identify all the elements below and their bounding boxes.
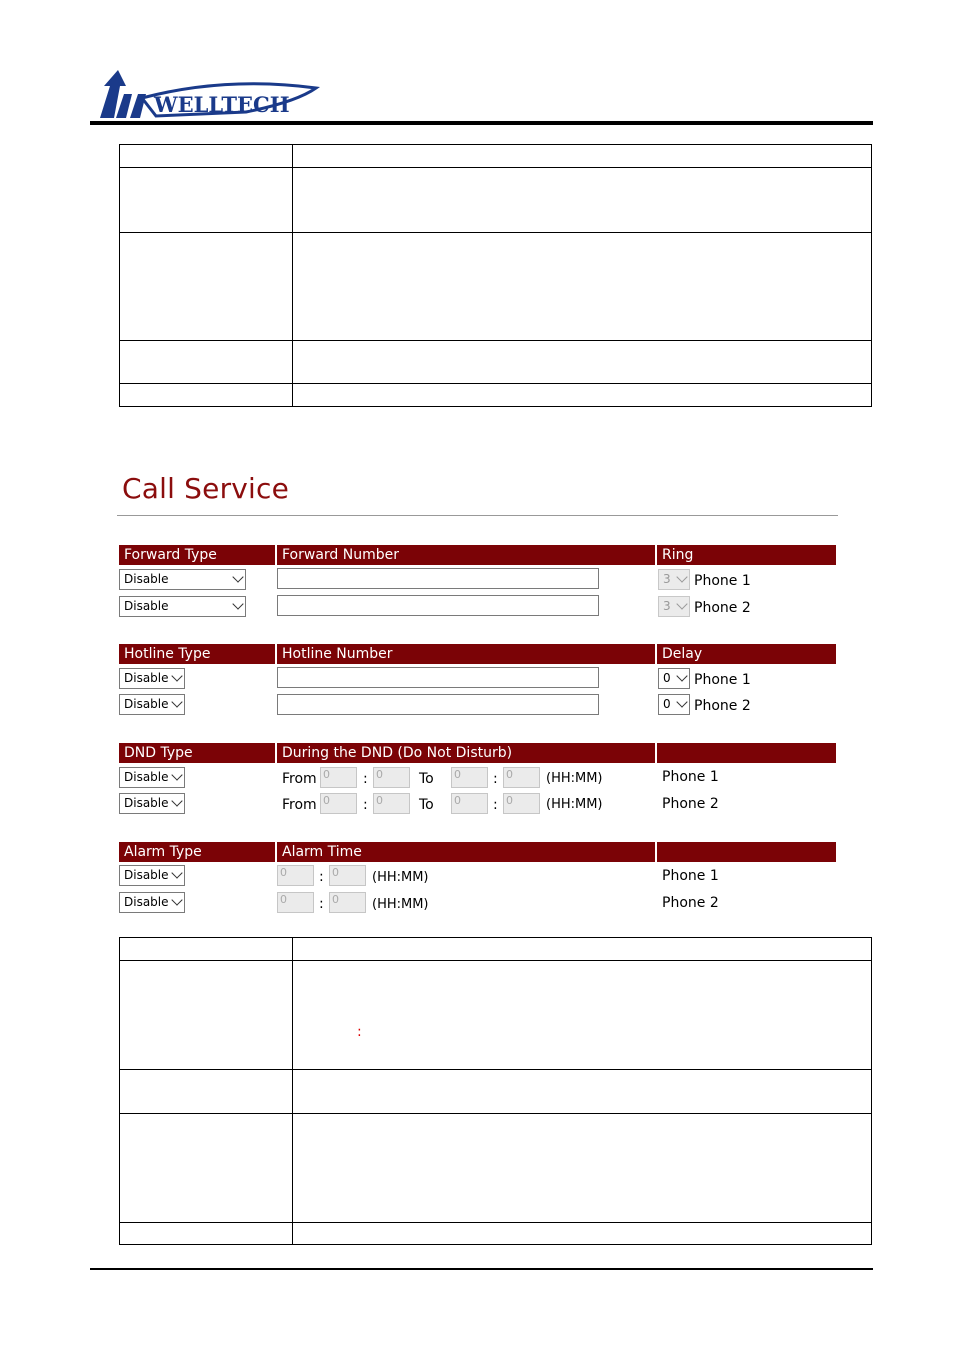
delay-header: Delay xyxy=(657,644,836,664)
chevron-down-icon xyxy=(232,571,243,582)
alarm-type-header: Alarm Type xyxy=(119,842,275,862)
alarm-colon: : xyxy=(319,869,324,885)
dnd-colon: : xyxy=(363,771,368,787)
dnd-from-minute-phone1[interactable]: 0 xyxy=(373,767,410,788)
hotline-phone1-label: Phone 1 xyxy=(694,672,751,688)
alarm-time-header: Alarm Time xyxy=(277,842,655,862)
chevron-down-icon xyxy=(171,867,182,878)
chevron-down-icon xyxy=(676,696,687,707)
forward-number-input-phone1[interactable] xyxy=(277,568,599,589)
dnd-colon: : xyxy=(363,797,368,813)
ring-header: Ring xyxy=(657,545,836,565)
dnd-to-hour-phone2[interactable]: 0 xyxy=(451,793,488,814)
delay-select-phone1[interactable]: 0 xyxy=(658,668,690,689)
hotline-number-header: Hotline Number xyxy=(277,644,655,664)
svg-text:WELLTECH: WELLTECH xyxy=(154,92,290,117)
title-divider xyxy=(117,515,838,516)
dnd-from-label-phone1: From xyxy=(282,771,317,787)
dnd-phone-header xyxy=(657,743,836,763)
hotline-number-input-phone2[interactable] xyxy=(277,694,599,715)
alarm-hour-phone2[interactable]: 0 xyxy=(277,892,314,913)
chevron-down-icon xyxy=(676,670,687,681)
dnd-to-label-phone1: To xyxy=(419,771,434,787)
dnd-format-phone1: (HH:MM) xyxy=(546,771,603,786)
dnd-format-phone2: (HH:MM) xyxy=(546,797,603,812)
hotline-phone2-label: Phone 2 xyxy=(694,698,751,714)
chevron-down-icon xyxy=(171,795,182,806)
delay-select-phone2[interactable]: 0 xyxy=(658,694,690,715)
chevron-down-icon xyxy=(676,571,687,582)
welltech-logo xyxy=(96,68,321,122)
dnd-phone2-label: Phone 2 xyxy=(662,796,719,812)
forward-type-header: Forward Type xyxy=(119,545,275,565)
hotline-type-select-phone1[interactable]: Disable xyxy=(119,668,185,689)
dnd-type-select-phone2[interactable]: Disable xyxy=(119,793,185,814)
forward-type-select-phone1[interactable]: Disable xyxy=(119,569,246,590)
chevron-down-icon xyxy=(171,670,182,681)
page-title: Call Service xyxy=(122,472,290,505)
forward-phone2-label: Phone 2 xyxy=(694,600,751,616)
dnd-phone1-label: Phone 1 xyxy=(662,769,719,785)
footer-rule xyxy=(90,1268,873,1270)
note-colon: : xyxy=(357,1024,362,1040)
forward-number-header: Forward Number xyxy=(277,545,655,565)
dnd-type-select-phone1[interactable]: Disable xyxy=(119,767,185,788)
forward-type-select-phone2[interactable]: Disable xyxy=(119,596,246,617)
doc-table-top xyxy=(119,144,872,407)
doc-table-bottom xyxy=(119,937,872,1245)
dnd-from-hour-phone1[interactable]: 0 xyxy=(320,767,357,788)
alarm-format-phone1: (HH:MM) xyxy=(372,870,429,885)
forward-phone1-label: Phone 1 xyxy=(694,573,751,589)
dnd-during-header: During the DND (Do Not Disturb) xyxy=(277,743,655,763)
dnd-to-hour-phone1[interactable]: 0 xyxy=(451,767,488,788)
hotline-type-header: Hotline Type xyxy=(119,644,275,664)
alarm-hour-phone1[interactable]: 0 xyxy=(277,865,314,886)
alarm-minute-phone1[interactable]: 0 xyxy=(329,865,366,886)
chevron-down-icon xyxy=(171,769,182,780)
dnd-from-minute-phone2[interactable]: 0 xyxy=(373,793,410,814)
dnd-colon: : xyxy=(493,797,498,813)
dnd-to-minute-phone2[interactable]: 0 xyxy=(503,793,540,814)
alarm-phone-header xyxy=(657,842,836,862)
header-rule xyxy=(90,121,873,125)
hotline-number-input-phone1[interactable] xyxy=(277,667,599,688)
alarm-type-select-phone2[interactable]: Disable xyxy=(119,892,185,913)
alarm-type-select-phone1[interactable]: Disable xyxy=(119,865,185,886)
dnd-from-hour-phone2[interactable]: 0 xyxy=(320,793,357,814)
alarm-format-phone2: (HH:MM) xyxy=(372,897,429,912)
chevron-down-icon xyxy=(232,598,243,609)
ring-select-phone2[interactable]: 3 xyxy=(658,596,690,617)
alarm-phone1-label: Phone 1 xyxy=(662,868,719,884)
dnd-colon: : xyxy=(493,771,498,787)
chevron-down-icon xyxy=(676,598,687,609)
ring-select-phone1[interactable]: 3 xyxy=(658,569,690,590)
dnd-from-label-phone2: From xyxy=(282,797,317,813)
alarm-colon: : xyxy=(319,896,324,912)
hotline-type-select-phone2[interactable]: Disable xyxy=(119,694,185,715)
dnd-to-label-phone2: To xyxy=(419,797,434,813)
alarm-phone2-label: Phone 2 xyxy=(662,895,719,911)
chevron-down-icon xyxy=(171,696,182,707)
alarm-minute-phone2[interactable]: 0 xyxy=(329,892,366,913)
chevron-down-icon xyxy=(171,894,182,905)
dnd-type-header: DND Type xyxy=(119,743,275,763)
dnd-to-minute-phone1[interactable]: 0 xyxy=(503,767,540,788)
forward-number-input-phone2[interactable] xyxy=(277,595,599,616)
